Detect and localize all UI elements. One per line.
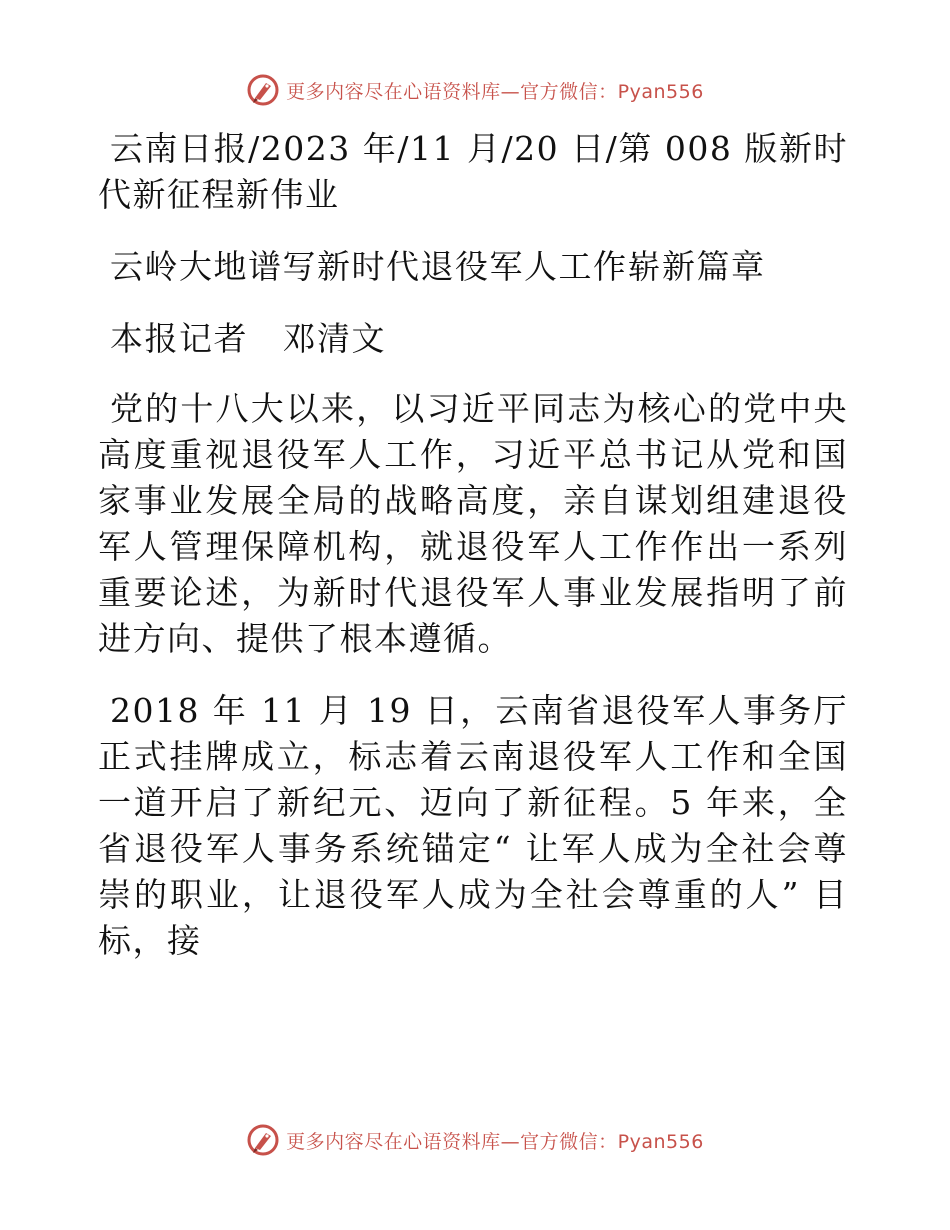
article-headline: 云岭大地谱写新时代退役军人工作崭新篇章 — [110, 247, 766, 286]
article-body — [98, 126, 848, 990]
footer-watermark-banner — [0, 1120, 950, 1160]
paragraph-2: 2018 年 11 月 19 日，云南省退役军人事务厅正式挂牌成立，标志着云南退役军人工作和全国一道开启了新纪元、迈向了新征程。5 年来，全省退役军人事务系统锚定“ 让军人成为全社会尊崇的职业，让退役军人成为全社会尊重的人” 目标，接 — [98, 691, 848, 960]
source-line: 云南日报/2023 年/11 月/20 日/第 008 版新时代新征程新伟业 — [98, 129, 848, 214]
header-watermark-text: 更多内容尽在心语资料库—官方微信：Pyan556 — [286, 80, 704, 103]
paragraph-1: 党的十八大以来，以习近平同志为核心的党中央高度重视退役军人工作，习近平总书记从党和国家事业发展全局的战略高度，亲自谋划组建退役军人管理保障机构，就退役军人工作作出一系列重要论述，为新时代退役军人事业发展指明了前进方向、提供了根本遵循。 — [98, 389, 848, 658]
header-watermark-banner — [0, 70, 950, 110]
pen-nib-logo-icon — [246, 73, 280, 107]
pen-nib-logo-icon — [246, 1123, 280, 1157]
footer-watermark-text: 更多内容尽在心语资料库—官方微信：Pyan556 — [286, 1130, 704, 1153]
article-byline: 本报记者 邓清文 — [110, 319, 386, 358]
